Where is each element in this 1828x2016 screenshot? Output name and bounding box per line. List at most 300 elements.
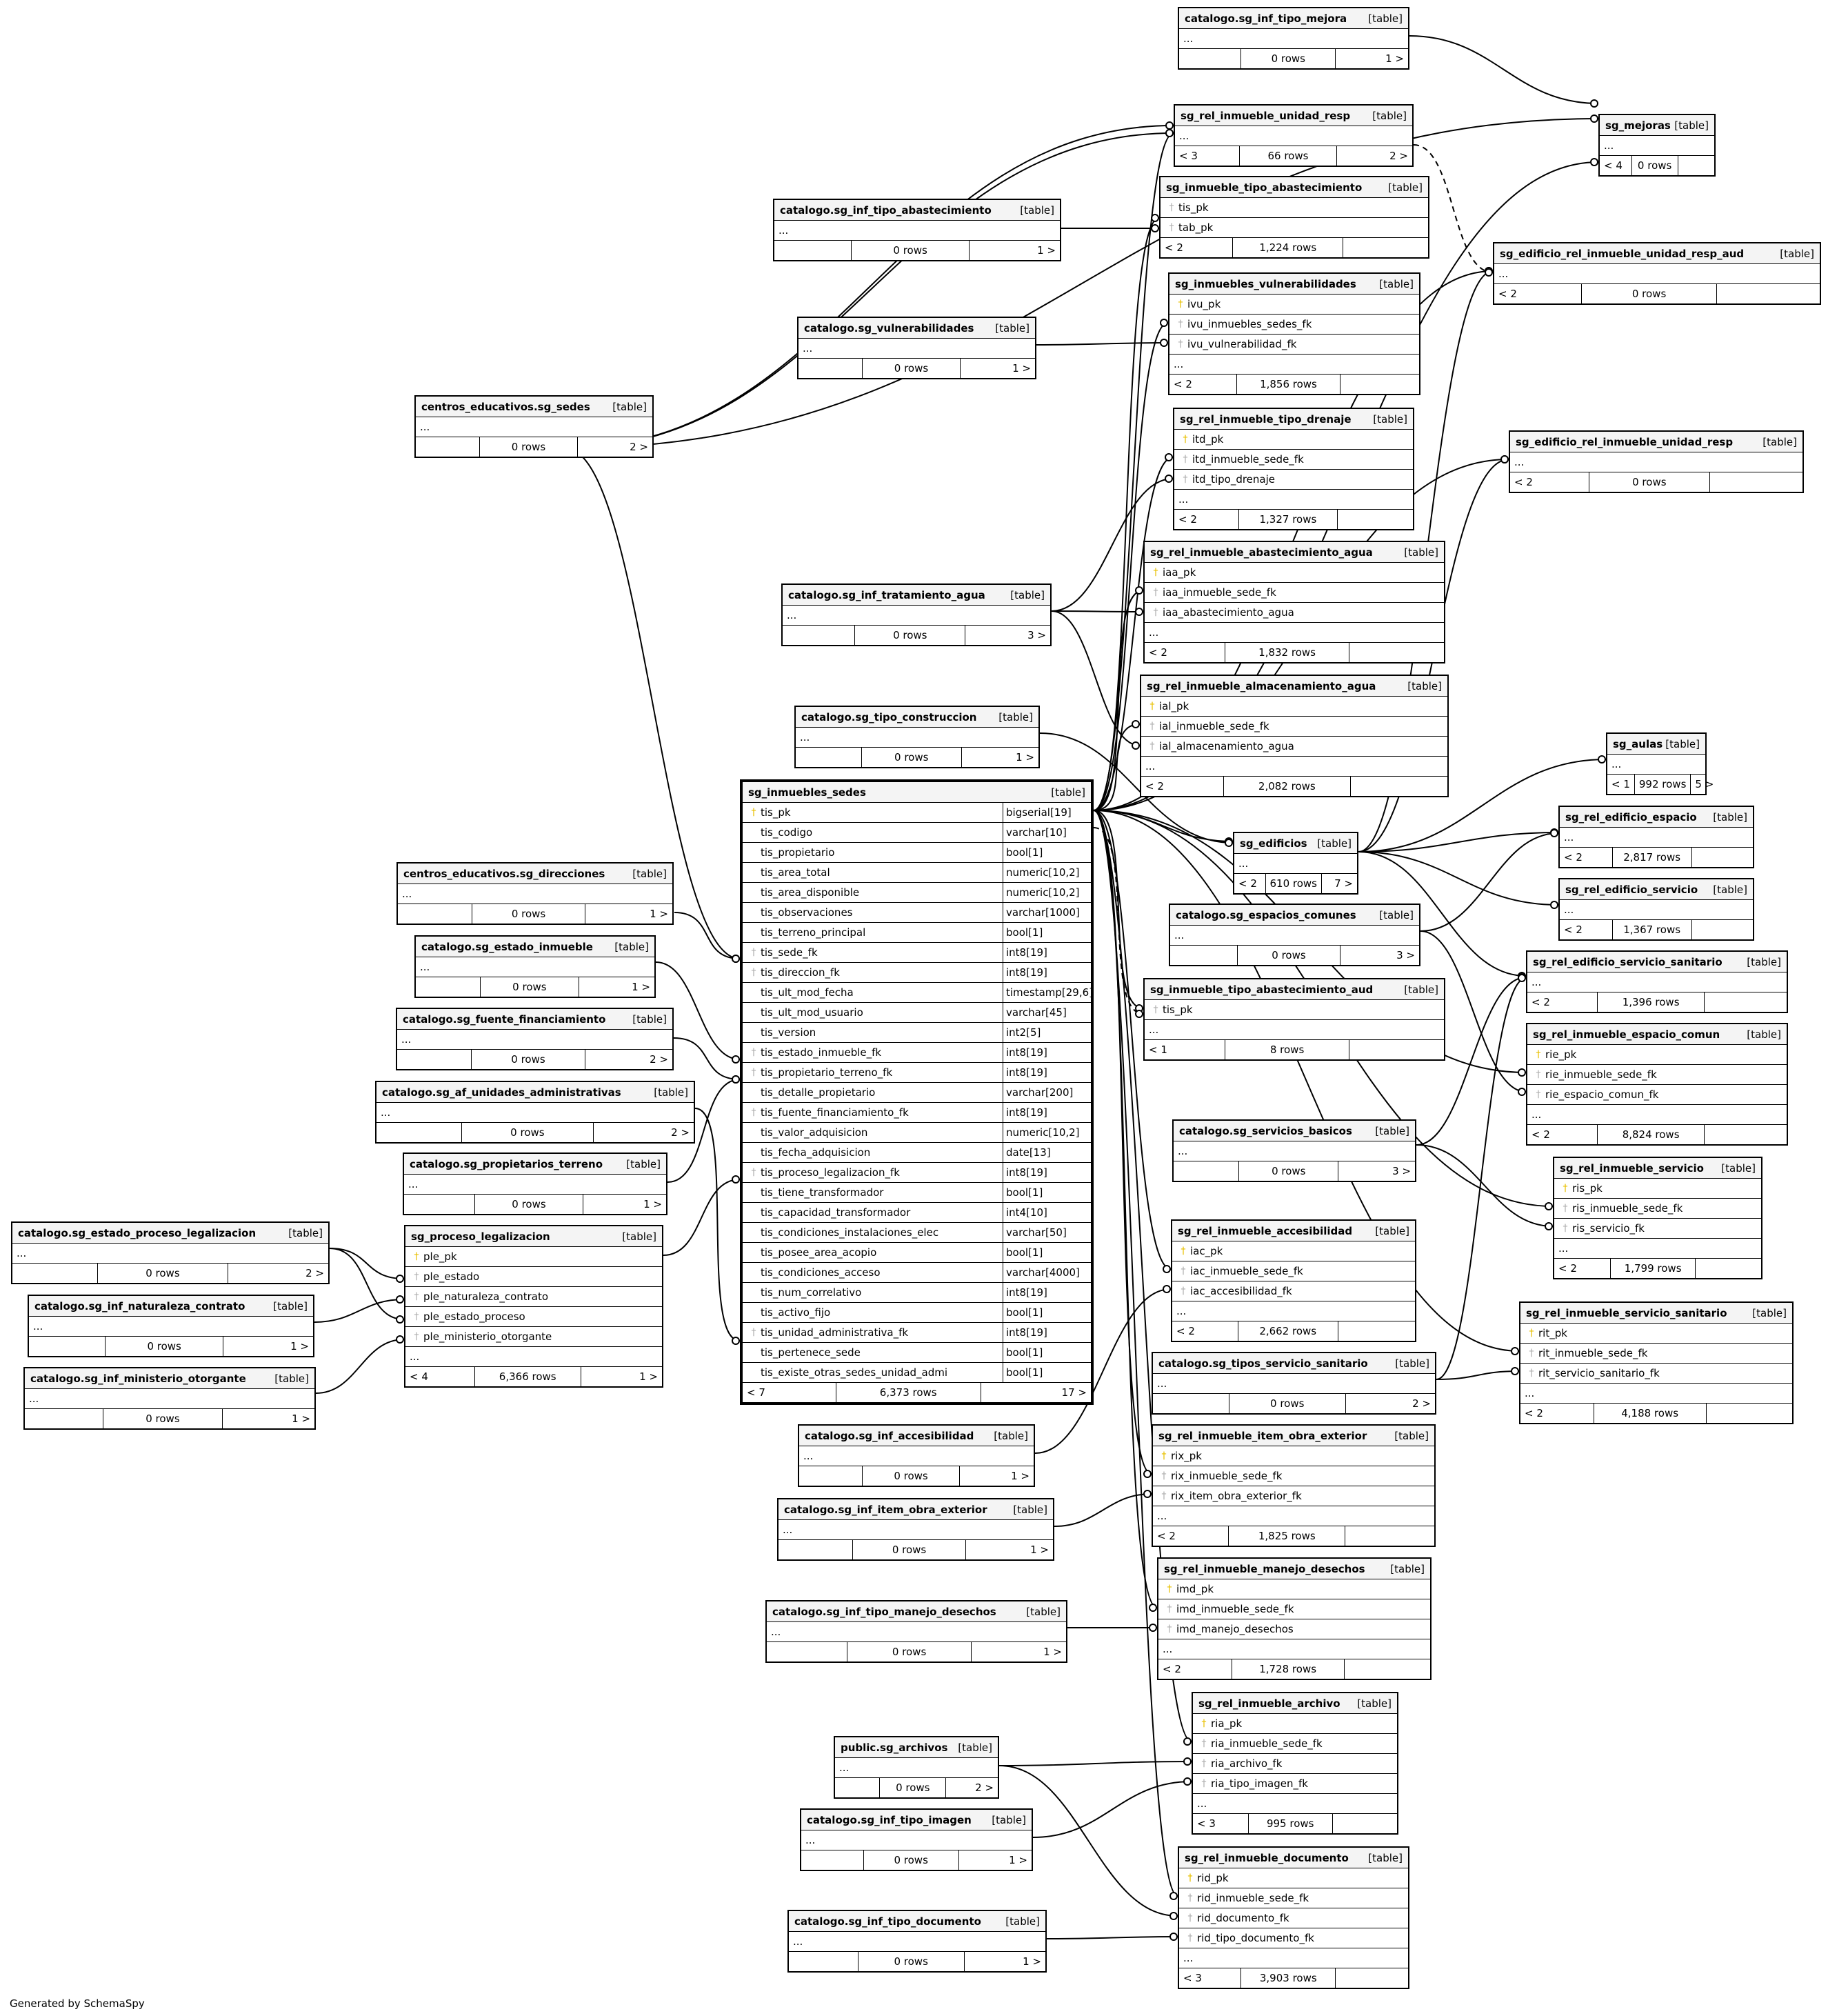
table-header[interactable] (1172, 1221, 1415, 1241)
columns-ellipsis[interactable]: ... (799, 338, 1035, 358)
column-row[interactable] (743, 1082, 1091, 1102)
table-mejoras[interactable] (1598, 114, 1716, 177)
column-row[interactable] (1179, 1908, 1408, 1928)
columns-ellipsis[interactable]: ... (1153, 1506, 1434, 1526)
table-prop-terreno[interactable] (403, 1152, 667, 1215)
columns-ellipsis[interactable]: ... (1141, 756, 1447, 776)
column-row[interactable] (743, 1142, 1091, 1162)
column-row[interactable] (405, 1326, 662, 1346)
column-row[interactable] (1174, 469, 1413, 489)
table-edif-servicio[interactable] (1558, 878, 1754, 941)
column-row[interactable] (743, 982, 1094, 1002)
table-header[interactable] (1527, 952, 1787, 972)
parent-count: < 2 (1498, 288, 1517, 300)
column-row[interactable] (1527, 1044, 1787, 1064)
columns-ellipsis[interactable]: ... (1600, 135, 1714, 155)
table-footer (1554, 1258, 1761, 1278)
table-naturaleza[interactable] (28, 1295, 314, 1357)
table-archivo[interactable] (1192, 1692, 1398, 1835)
column-row[interactable] (1145, 999, 1444, 1019)
table-header[interactable] (376, 1082, 694, 1102)
column-row[interactable] (1161, 197, 1428, 217)
column-row[interactable] (1554, 1198, 1761, 1218)
parent-count (799, 1466, 862, 1486)
table-cat-tipo-constr[interactable] (794, 706, 1040, 768)
column-row[interactable] (1174, 429, 1413, 449)
columns-ellipsis[interactable]: ... (1520, 1383, 1792, 1403)
parent-count (789, 1952, 858, 1971)
table-header[interactable] (416, 937, 654, 957)
table-header[interactable] (1145, 542, 1444, 562)
column-row[interactable] (743, 822, 1091, 842)
foreign-key-icon: † (1201, 1738, 1207, 1749)
table-name: catalogo.sg_inf_tipo_mejora (1185, 12, 1347, 25)
table-kind-label: [table] (622, 1230, 656, 1243)
table-header[interactable] (783, 585, 1050, 605)
columns-ellipsis[interactable]: ... (1179, 1948, 1408, 1968)
table-header[interactable] (1600, 115, 1714, 135)
table-manejo-des[interactable] (1157, 1557, 1432, 1680)
child-count: 1 > (583, 1195, 666, 1214)
table-header[interactable] (1179, 1848, 1408, 1868)
column-type: date[13] (1003, 1143, 1091, 1162)
columns-ellipsis[interactable]: ... (398, 884, 672, 904)
table-footer (376, 1122, 694, 1142)
table-header[interactable] (1520, 1303, 1792, 1323)
table-header[interactable] (1174, 1121, 1415, 1141)
column-row[interactable] (743, 962, 1091, 982)
child-count: 17 > (981, 1383, 1091, 1402)
column-row[interactable] (743, 862, 1091, 882)
table-header[interactable] (1158, 1559, 1430, 1579)
column-row[interactable] (1179, 1928, 1408, 1948)
columns-ellipsis[interactable]: ... (405, 1346, 662, 1366)
table-name: sg_rel_inmueble_servicio_sanitario (1526, 1306, 1727, 1319)
column-name: tis_num_correlativo (761, 1286, 862, 1299)
column-row[interactable] (1145, 602, 1444, 622)
columns-ellipsis[interactable]: ... (835, 1757, 998, 1777)
column-row[interactable] (743, 802, 1091, 822)
table-header[interactable] (29, 1296, 313, 1316)
columns-ellipsis[interactable]: ... (1158, 1639, 1430, 1659)
column-row[interactable] (1169, 314, 1419, 334)
columns-ellipsis[interactable]: ... (1145, 1019, 1444, 1039)
columns-ellipsis[interactable]: ... (779, 1519, 1053, 1539)
table-header[interactable] (1607, 734, 1705, 754)
table-cat-vuln[interactable] (797, 317, 1036, 379)
table-cat-tipo-img[interactable] (800, 1808, 1033, 1871)
table-tipo-mejora[interactable] (1178, 7, 1409, 70)
columns-ellipsis[interactable]: ... (1527, 972, 1787, 992)
column-name: ria_inmueble_sede_fk (1211, 1737, 1323, 1750)
table-edif-serv-san[interactable] (1526, 950, 1788, 1013)
table-edif-espacio[interactable] (1558, 806, 1754, 868)
column-row[interactable] (1153, 1446, 1434, 1466)
column-row[interactable] (743, 1302, 1091, 1322)
table-header[interactable] (1170, 905, 1419, 925)
table-header[interactable] (398, 864, 672, 884)
table-name: catalogo.sg_inf_item_obra_exterior (784, 1503, 987, 1516)
columns-ellipsis[interactable]: ... (376, 1102, 694, 1122)
table-header[interactable] (1174, 409, 1413, 429)
table-tipo-abast-aud[interactable] (1143, 978, 1445, 1061)
table-header[interactable] (801, 1810, 1032, 1830)
columns-ellipsis[interactable]: ... (1170, 925, 1419, 945)
columns-ellipsis[interactable]: ... (1175, 126, 1412, 146)
table-cat-trat-agua[interactable] (781, 583, 1052, 646)
table-estado-proc[interactable] (11, 1221, 330, 1284)
table-inm-servicio[interactable] (1553, 1157, 1762, 1279)
column-name: tab_pk (1178, 221, 1214, 234)
table-header[interactable] (779, 1499, 1053, 1519)
table-unidad-resp[interactable] (1174, 104, 1414, 167)
relationship-line (1436, 978, 1526, 1379)
parent-count: < 2 (1238, 877, 1257, 890)
table-header[interactable] (416, 397, 652, 417)
table-archivos[interactable] (834, 1736, 999, 1799)
column-row[interactable] (1153, 1466, 1434, 1486)
columns-ellipsis[interactable]: ... (1193, 1793, 1397, 1813)
row-count: 4,188 rows (1594, 1404, 1706, 1423)
column-type: varchar[1000] (1003, 903, 1091, 922)
column-row[interactable] (1174, 449, 1413, 469)
column-row[interactable] (743, 1222, 1091, 1242)
columns-ellipsis[interactable]: ... (1560, 899, 1753, 919)
table-header[interactable] (25, 1368, 314, 1388)
column-row[interactable] (743, 1022, 1091, 1042)
table-header[interactable] (767, 1601, 1066, 1621)
column-row[interactable] (1179, 1868, 1408, 1888)
row-count: 0 rows (861, 748, 961, 767)
column-row[interactable] (743, 942, 1091, 962)
column-row[interactable] (1193, 1773, 1397, 1793)
column-row[interactable] (1520, 1323, 1792, 1343)
table-estado-inm[interactable] (414, 935, 656, 998)
column-row[interactable] (743, 1242, 1091, 1262)
table-edificios[interactable] (1233, 832, 1358, 895)
column-row[interactable] (743, 1062, 1091, 1082)
primary-key-icon: † (751, 807, 756, 818)
child-count (1678, 156, 1714, 175)
table-kind-label: [table] (1390, 1562, 1425, 1575)
column-name: rie_pk (1545, 1048, 1577, 1061)
columns-ellipsis[interactable]: ... (1510, 452, 1802, 472)
table-header[interactable] (397, 1009, 672, 1029)
table-cat-tipo-doc[interactable] (787, 1910, 1047, 1973)
column-row[interactable] (743, 1122, 1091, 1142)
columns-ellipsis[interactable]: ... (1494, 263, 1820, 283)
table-kind-label: [table] (612, 400, 647, 413)
column-row[interactable] (743, 1042, 1091, 1062)
column-name: imd_inmueble_sede_fk (1176, 1603, 1294, 1615)
table-serv-san[interactable] (1519, 1301, 1794, 1424)
table-abast-agua[interactable] (1143, 541, 1445, 663)
table-kind-label: [table] (1721, 1161, 1756, 1175)
column-type: int8[19] (1003, 1103, 1091, 1122)
table-header[interactable] (835, 1737, 998, 1757)
table-drenaje[interactable] (1173, 408, 1414, 530)
column-row[interactable] (1172, 1241, 1415, 1261)
column-row[interactable] (743, 1342, 1091, 1362)
table-header[interactable] (743, 782, 1091, 802)
row-count: 0 rows (1631, 156, 1678, 175)
columns-ellipsis[interactable]: ... (404, 1174, 666, 1194)
primary-key-icon: † (1183, 434, 1188, 445)
column-name: ial_almacenamiento_agua (1159, 740, 1294, 752)
table-item-obra[interactable] (1152, 1424, 1436, 1547)
columns-ellipsis[interactable]: ... (1174, 489, 1413, 509)
columns-ellipsis[interactable]: ... (767, 1621, 1066, 1641)
table-header[interactable] (789, 1911, 1045, 1931)
columns-ellipsis[interactable]: ... (1153, 1373, 1435, 1393)
table-name: catalogo.sg_propietarios_terreno (410, 1157, 603, 1170)
table-header[interactable] (799, 318, 1035, 338)
column-name: tis_proceso_legalizacion_fk (761, 1166, 900, 1179)
child-count (1345, 1526, 1434, 1546)
row-count: 66 rows (1239, 146, 1337, 166)
table-cat-espacios[interactable] (1169, 904, 1420, 966)
table-cat-item-obra[interactable] (777, 1498, 1054, 1561)
columns-ellipsis[interactable]: ... (799, 1446, 1034, 1466)
table-header[interactable] (1510, 432, 1802, 452)
column-row[interactable] (405, 1306, 662, 1326)
columns-ellipsis[interactable]: ... (1172, 1301, 1415, 1321)
column-row[interactable] (405, 1286, 662, 1306)
column-name: tis_pk (1178, 201, 1209, 214)
table-footer (1179, 48, 1408, 68)
column-row[interactable] (743, 1282, 1091, 1302)
column-row[interactable] (743, 842, 1091, 862)
column-row[interactable] (1520, 1343, 1792, 1363)
table-documento[interactable] (1178, 1846, 1409, 1989)
column-type: bool[1] (1003, 1243, 1091, 1262)
column-row[interactable] (743, 902, 1091, 922)
crowfoot-marker (732, 955, 739, 962)
relationship-line (1033, 1782, 1192, 1837)
columns-ellipsis[interactable]: ... (1174, 1141, 1415, 1161)
row-count: 0 rows (97, 1264, 228, 1283)
column-row[interactable] (743, 882, 1091, 902)
column-row[interactable] (1527, 1084, 1787, 1104)
column-row[interactable] (1554, 1218, 1761, 1238)
row-count: 1,856 rows (1236, 375, 1339, 394)
table-header[interactable] (1145, 979, 1444, 999)
crowfoot-marker (396, 1316, 403, 1323)
column-row[interactable] (1172, 1281, 1415, 1301)
crowfoot-marker (1545, 1223, 1552, 1230)
row-count: 1,327 rows (1238, 510, 1337, 529)
column-row[interactable] (1145, 562, 1444, 582)
columns-ellipsis[interactable]: ... (1527, 1104, 1787, 1124)
parent-count (416, 437, 479, 457)
column-row[interactable] (405, 1246, 662, 1266)
columns-ellipsis[interactable]: ... (397, 1029, 672, 1049)
child-count: 2 > (228, 1264, 328, 1283)
table-cat-manejo-des[interactable] (765, 1600, 1067, 1663)
column-row[interactable] (743, 1262, 1091, 1282)
columns-ellipsis[interactable]: ... (12, 1243, 328, 1263)
columns-ellipsis[interactable]: ... (1234, 853, 1357, 873)
column-row[interactable] (1158, 1579, 1430, 1599)
child-count: 3 > (1340, 946, 1419, 965)
column-row[interactable] (1161, 217, 1428, 237)
table-kind-label: [table] (1395, 1357, 1429, 1370)
column-row[interactable] (1141, 696, 1447, 716)
table-header[interactable] (796, 707, 1038, 727)
foreign-key-icon: † (1178, 319, 1183, 330)
table-header[interactable] (12, 1223, 328, 1243)
table-footer (1169, 374, 1419, 394)
table-espacio-comun[interactable] (1526, 1023, 1788, 1146)
parent-count (416, 977, 480, 997)
table-header[interactable] (1554, 1158, 1761, 1178)
foreign-key-icon: † (1529, 1368, 1534, 1379)
table-almac-agua[interactable] (1140, 675, 1449, 797)
crowfoot-marker (1598, 756, 1605, 763)
table-header[interactable] (405, 1226, 662, 1246)
table-name: catalogo.sg_vulnerabilidades (804, 321, 974, 335)
columns-ellipsis[interactable]: ... (801, 1830, 1032, 1850)
table-header[interactable] (774, 200, 1060, 220)
column-name: tis_pertenece_sede (761, 1346, 861, 1359)
crowfoot-marker (1132, 742, 1139, 749)
table-inm-vuln[interactable] (1168, 272, 1420, 395)
column-type: int8[19] (1003, 943, 1091, 962)
table-cat-serv-bas[interactable] (1172, 1119, 1416, 1182)
column-row[interactable] (1158, 1619, 1430, 1639)
table-cat-tipos-san[interactable] (1152, 1352, 1436, 1415)
table-kind-label: [table] (1747, 1028, 1781, 1041)
column-row[interactable] (1527, 1064, 1787, 1084)
table-name: sg_mejoras (1605, 119, 1671, 132)
columns-ellipsis[interactable]: ... (1169, 354, 1419, 374)
table-sedes[interactable] (414, 395, 654, 458)
columns-ellipsis[interactable]: ... (1560, 827, 1753, 847)
table-inm-sedes[interactable] (740, 779, 1094, 1405)
columns-ellipsis[interactable]: ... (1607, 754, 1705, 774)
column-row[interactable] (743, 1002, 1091, 1022)
table-footer (767, 1641, 1066, 1661)
columns-ellipsis[interactable]: ... (416, 417, 652, 437)
table-edif-rel-aud[interactable] (1493, 242, 1821, 305)
columns-ellipsis[interactable]: ... (789, 1931, 1045, 1951)
column-row[interactable] (1520, 1363, 1792, 1383)
table-kind-label: [table] (1005, 1915, 1040, 1928)
table-cat-tipo-abast[interactable] (773, 199, 1061, 261)
foreign-key-icon: † (1181, 1286, 1186, 1297)
table-header[interactable] (1527, 1024, 1787, 1044)
column-row[interactable] (743, 1162, 1091, 1182)
table-proc-legal[interactable] (404, 1225, 663, 1388)
child-count: 1 > (585, 904, 672, 924)
column-row[interactable] (405, 1266, 662, 1286)
table-edif-rel[interactable] (1509, 430, 1804, 493)
table-header[interactable] (1175, 106, 1412, 126)
column-row[interactable] (1554, 1178, 1761, 1198)
table-header[interactable] (1234, 833, 1357, 853)
table-header[interactable] (1141, 676, 1447, 696)
columns-ellipsis[interactable]: ... (25, 1388, 314, 1408)
column-name: tis_area_total (761, 866, 830, 879)
table-aulas[interactable] (1606, 732, 1714, 795)
row-count: 1,832 rows (1225, 643, 1349, 662)
columns-ellipsis[interactable]: ... (796, 727, 1038, 747)
column-row[interactable] (743, 1182, 1091, 1202)
table-tipo-abast[interactable] (1159, 176, 1429, 259)
columns-ellipsis[interactable]: ... (1554, 1238, 1761, 1258)
child-count: 1 > (964, 1952, 1045, 1971)
column-row[interactable] (743, 1202, 1091, 1222)
column-row[interactable] (1141, 716, 1447, 736)
table-name: sg_proceso_legalizacion (411, 1230, 550, 1243)
table-accesibilidad[interactable] (1171, 1219, 1416, 1342)
table-header[interactable] (404, 1154, 666, 1174)
table-header[interactable] (1169, 274, 1419, 294)
table-name: centros_educativos.sg_sedes (421, 400, 590, 413)
table-cat-accesib[interactable] (798, 1424, 1035, 1487)
column-row[interactable] (1193, 1733, 1397, 1753)
columns-ellipsis[interactable]: ... (1179, 28, 1408, 48)
column-name: ple_naturaleza_contrato (423, 1290, 549, 1303)
columns-ellipsis[interactable]: ... (1145, 622, 1444, 642)
table-header[interactable] (1560, 807, 1753, 827)
column-row[interactable] (743, 1102, 1091, 1122)
table-header[interactable] (1153, 1353, 1435, 1373)
crowfoot-marker (1136, 587, 1143, 594)
table-name: catalogo.sg_inf_naturaleza_contrato (34, 1299, 245, 1313)
parent-count (398, 904, 472, 924)
child-count: 1 > (222, 1409, 314, 1428)
table-direcciones[interactable] (396, 862, 674, 925)
column-row[interactable] (743, 1362, 1091, 1382)
columns-ellipsis[interactable]: ... (774, 220, 1060, 240)
table-footer (416, 437, 652, 457)
table-fuente-fin[interactable] (396, 1008, 674, 1070)
table-ministerio[interactable] (23, 1367, 316, 1430)
crowfoot-marker (1518, 1088, 1525, 1095)
table-header[interactable] (1179, 8, 1408, 28)
table-header[interactable] (1161, 177, 1428, 197)
columns-ellipsis[interactable]: ... (416, 957, 654, 977)
columns-ellipsis[interactable]: ... (29, 1316, 313, 1336)
column-row[interactable] (1158, 1599, 1430, 1619)
column-row[interactable] (1153, 1486, 1434, 1506)
column-row[interactable] (743, 922, 1091, 942)
column-row[interactable] (1169, 334, 1419, 354)
column-row[interactable] (1145, 582, 1444, 602)
column-row[interactable] (1172, 1261, 1415, 1281)
column-row[interactable] (743, 1322, 1091, 1342)
table-header[interactable] (799, 1426, 1034, 1446)
table-header[interactable] (1153, 1426, 1434, 1446)
column-row[interactable] (1179, 1888, 1408, 1908)
row-count: 2,817 rows (1612, 848, 1691, 867)
child-count (1695, 1259, 1761, 1278)
parent-count (1179, 49, 1241, 68)
table-header[interactable] (1193, 1693, 1397, 1713)
table-header[interactable] (1494, 243, 1820, 263)
column-row[interactable] (1141, 736, 1447, 756)
relationship-line (565, 133, 1174, 448)
column-row[interactable] (1193, 1753, 1397, 1773)
column-row[interactable] (1169, 294, 1419, 314)
relationship-line (1052, 611, 1143, 612)
table-af-unidades[interactable] (375, 1081, 695, 1144)
column-row[interactable] (1193, 1713, 1397, 1733)
column-type: int8[19] (1003, 1283, 1091, 1302)
columns-ellipsis[interactable]: ... (783, 605, 1050, 625)
table-header[interactable] (1560, 879, 1753, 899)
